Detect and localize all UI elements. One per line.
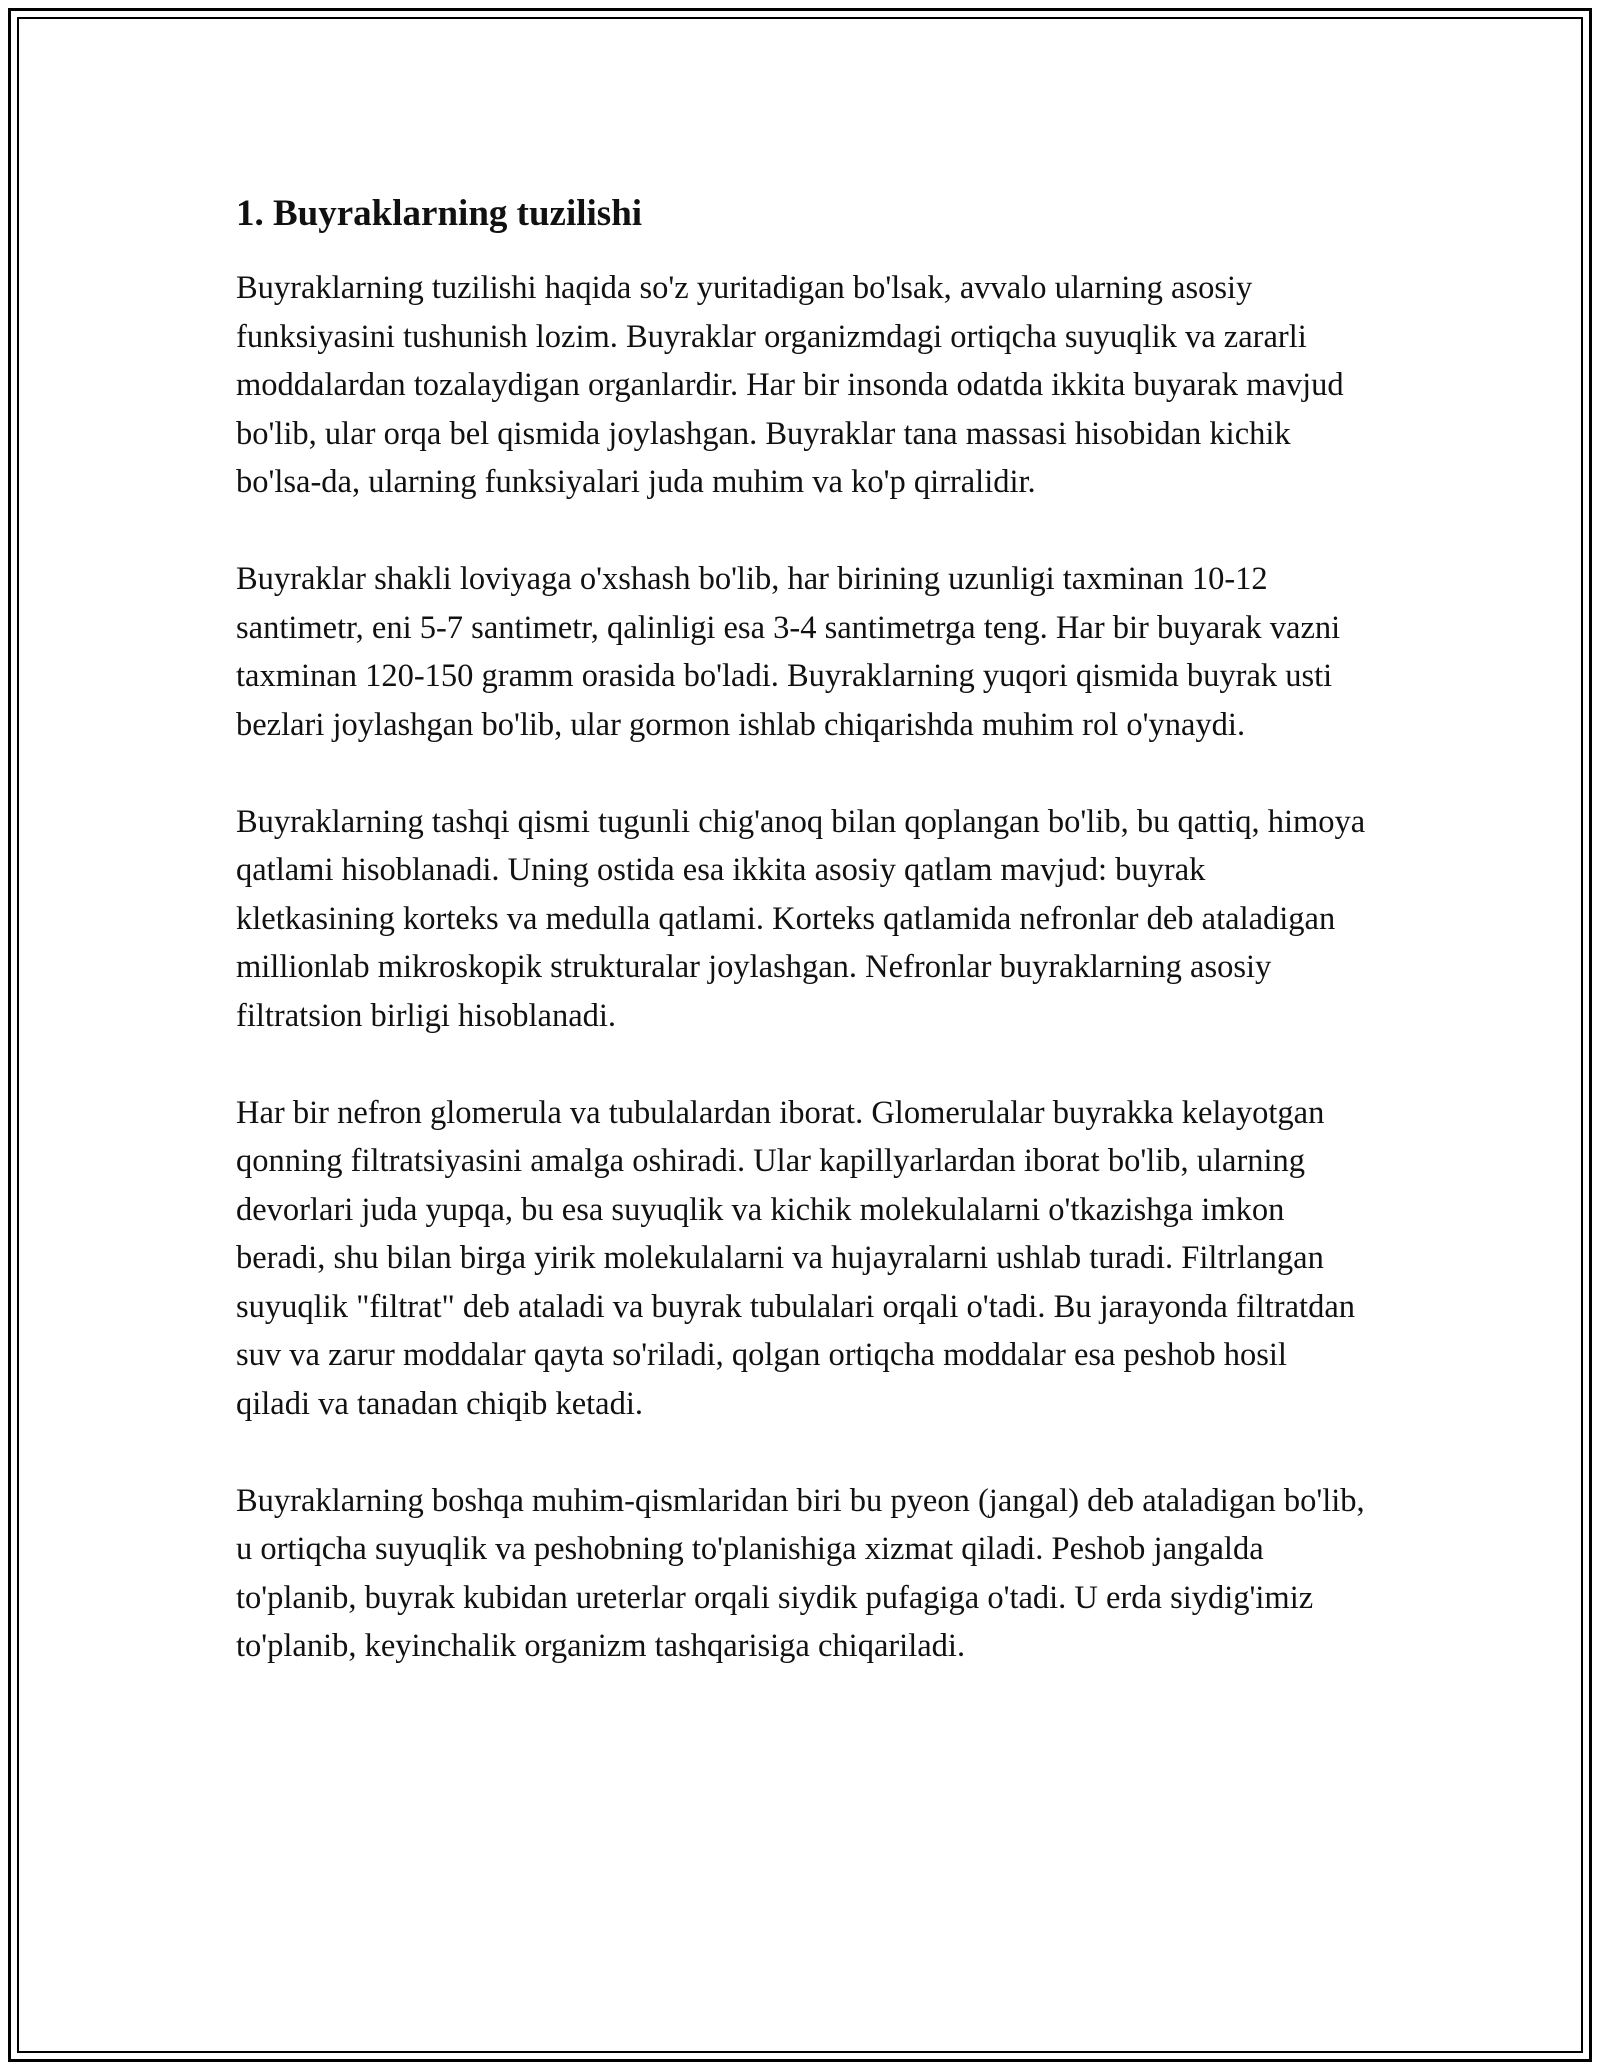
section-title: 1. Buyraklarning tuzilishi: [236, 193, 643, 234]
paragraph-5: Buyraklarning boshqa muhim-qismlaridan biri bu pyeon (jangal) deb ataladigan bo'lib, u ortiqcha suyuqlik va peshobning to'planishiga xizmat qiladi. Peshob jangalda to'planib, buyrak kubidan ureterlar orqali siydik pufagiga o'tadi. U erda siydig'imiz to'planib, keyinchalik organizm tashqarisiga chiqariladi.: [236, 1482, 1365, 1664]
paragraph-4: Har bir nefron glomerula va tubulalardan iborat. Glomerulalar buyrakka kelayotgan qonning filtratsiyasini amalga oshiradi. Ular kapillyarlardan iborat bo'lib, ularning devorlari juda yupqa, bu esa suyuqlik va kichik molekulalarni o'tkazishga imkon beradi, shu bilan birga yirik molekulalarni va hujayralarni ushlab turadi. Filtrlangan suyuqlik "filtrat" deb ataladi va buyrak tubulalari orqali o'tadi. Bu jarayonda filtratdan suv va zarur moddalar qayta so'riladi, qolgan ortiqcha moddalar esa peshob hosil qiladi va tanadan chiqib ketadi.: [236, 1094, 1355, 1422]
paragraph-2: Buyraklar shakli loviyaga o'xshash bo'lib, har birining uzunligi taxminan 10-12 santimetr, eni 5-7 santimetr, qalinligi esa 3-4 santimetrga teng. Har bir buyarak vazni taxminan 120-150 gramm orasida bo'ladi. Buyraklarning yuqori qismida buyrak usti bezlari joylashgan bo'lib, ular gormon ishlab chiqarishda muhim rol o'ynaydi.: [236, 561, 1341, 743]
paragraph-1: Buyraklarning tuzilishi haqida so'z yuritadigan bo'lsak, avvalo ularning asosiy funksiyasini tushunish lozim. Buyraklar organizmdagi ortiqcha suyuqlik va zararli moddalardan tozalaydigan organlardir. Har bir insonda odatda ikkita buyarak mavjud bo'lib, ular orqa bel qismida joylashgan. Buyraklar tana massasi hisobidan kichik bo'lsa-da, ularning funksiyalari juda muhim va ko'p qirralidir.: [236, 270, 1344, 500]
paragraph-3: Buyraklarning tashqi qismi tugunli chig'anoq bilan qoplangan bo'lib, bu qattiq, himoya qatlami hisoblanadi. Uning ostida esa ikkita asosiy qatlam mavjud: buyrak kletkasining korteks va medulla qatlami. Korteks qatlamida nefronlar deb ataladigan millionlab mikroskopik strukturalar joylashgan. Nefronlar buyraklarning asosiy filtratsion birligi hisoblanadi.: [236, 803, 1366, 1034]
document-body: [236, 186, 1366, 1719]
